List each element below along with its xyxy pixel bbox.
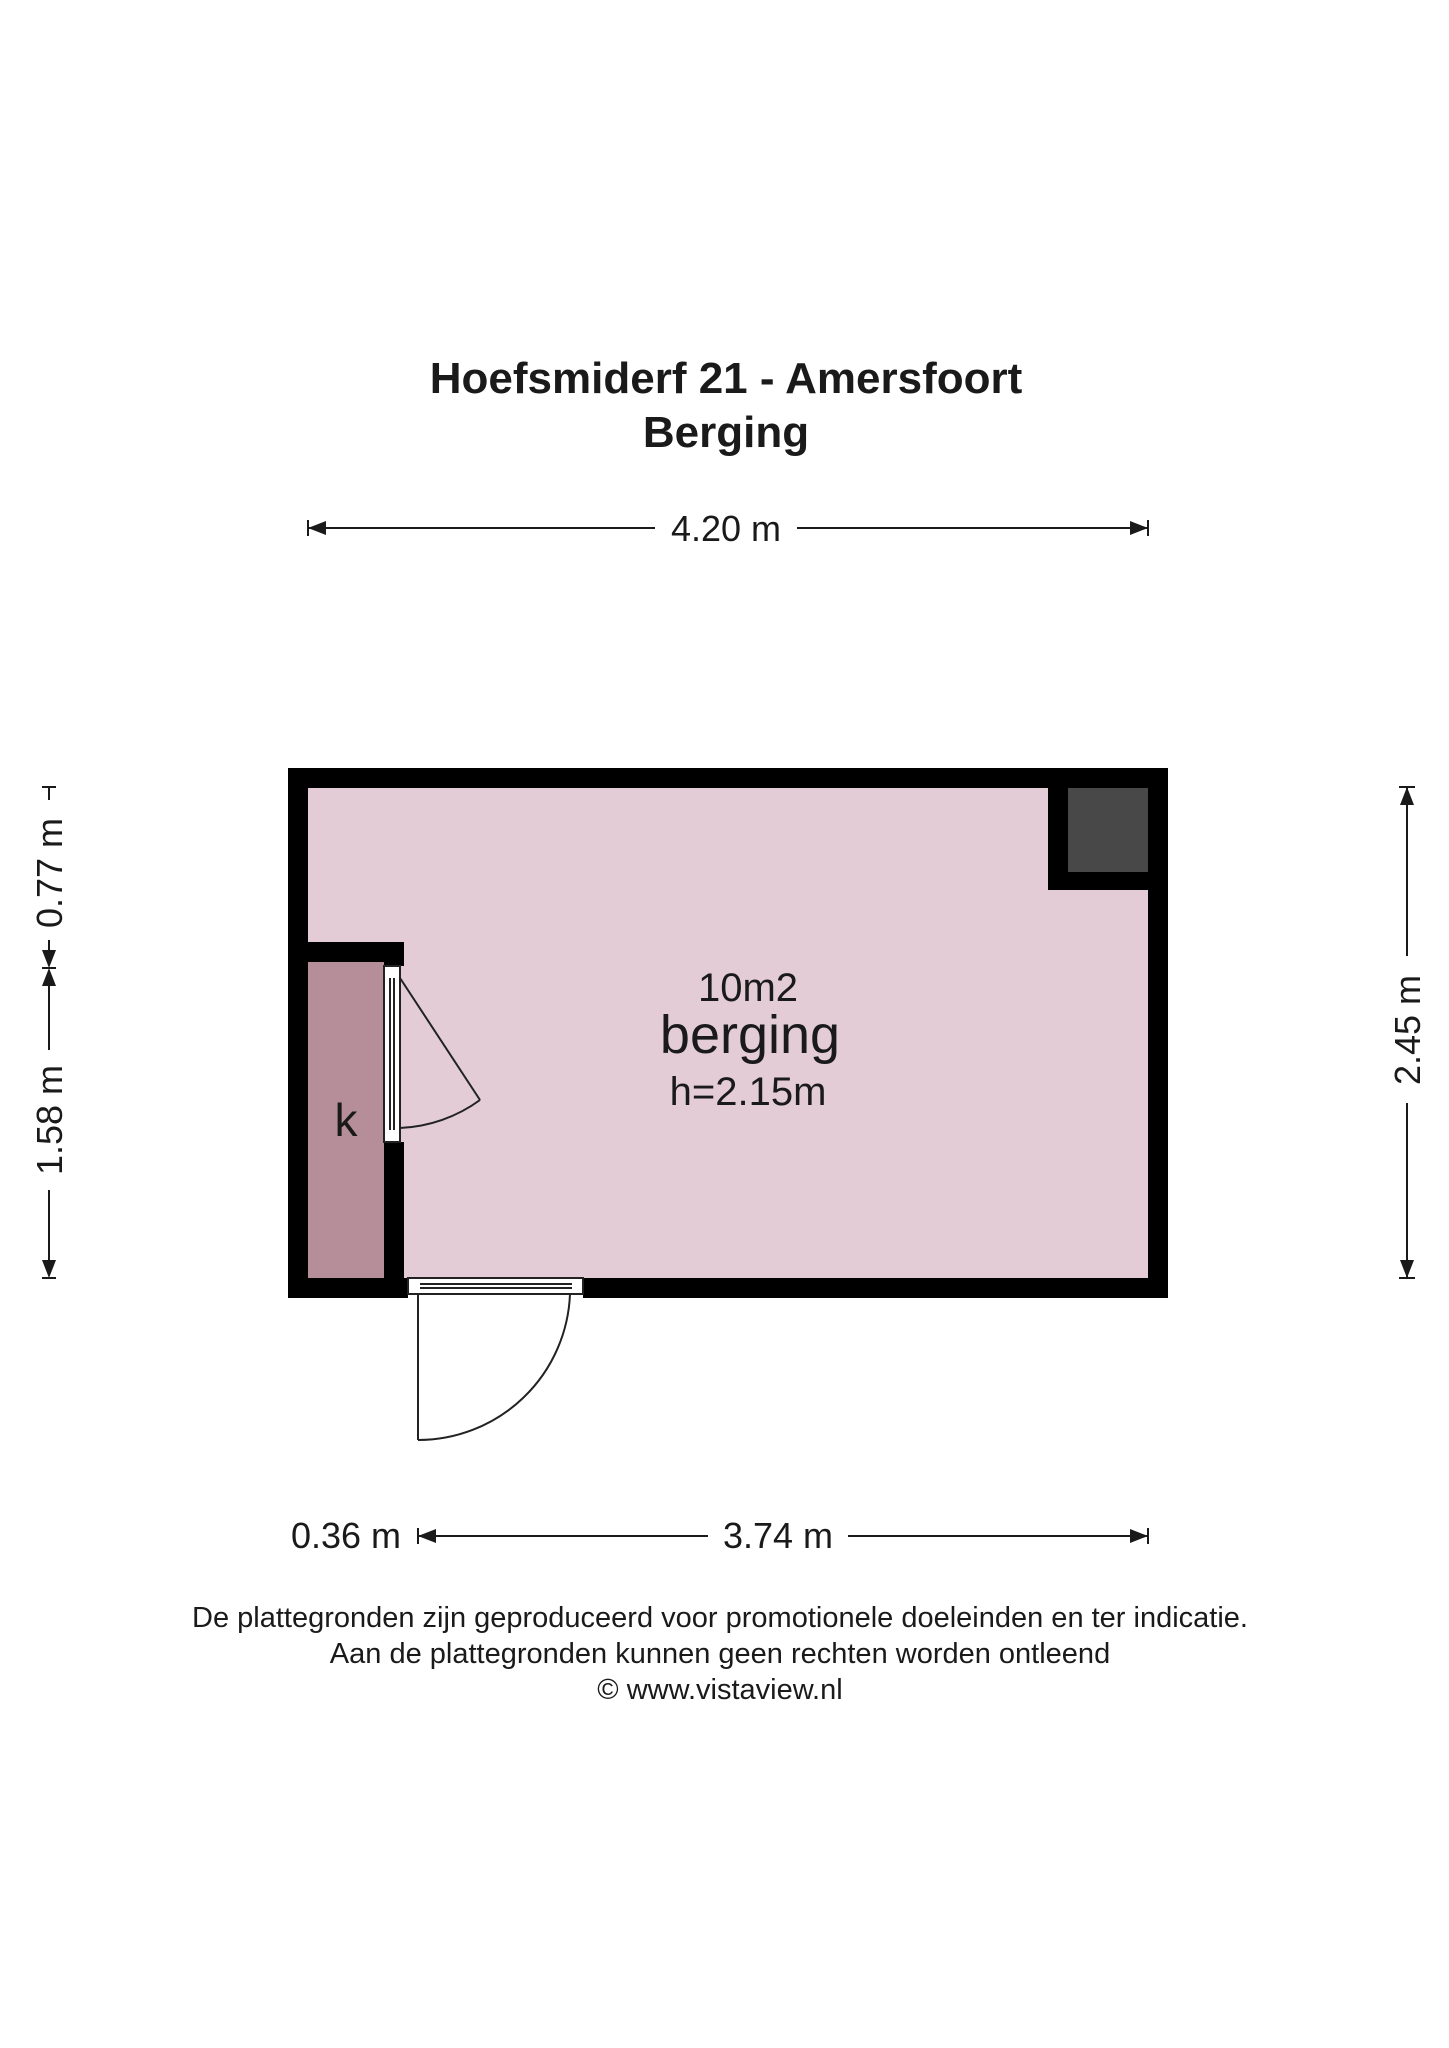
footer-disclaimer-2: Aan de plattegronden kunnen geen rechten worden ontleend (329, 1638, 1111, 1670)
room-height: h=2.15m (669, 1070, 827, 1114)
dimension-left-lower-label: 1.58 m (29, 1064, 70, 1176)
footer-copyright: © www.vistaview.nl (597, 1674, 843, 1706)
dimension-left (29, 787, 70, 1278)
room-name: berging (659, 1005, 841, 1065)
room-area: 10m2 (697, 966, 799, 1010)
closet-label: k (334, 1094, 358, 1146)
dimension-bottom-left-label: 0.36 m (290, 1515, 402, 1556)
dimension-right (1387, 787, 1428, 1278)
dimension-bottom-right-label: 3.74 m (722, 1515, 834, 1556)
dimension-top-label: 4.20 m (670, 508, 782, 549)
entrance-door (408, 1278, 583, 1440)
shaft (1068, 787, 1148, 872)
dimension-top (308, 508, 1148, 549)
dimension-right-label: 2.45 m (1387, 974, 1428, 1086)
plan-title: Hoefsmiderf 21 - Amersfoort (429, 354, 1023, 403)
dimension-left-upper-label: 0.77 m (29, 817, 70, 929)
plan-subtitle: Berging (642, 408, 810, 457)
footer-disclaimer-1: De plattegronden zijn geproduceerd voor promotionele doeleinden en ter indicatie. (192, 1602, 1248, 1634)
dimension-bottom (291, 1515, 1148, 1556)
